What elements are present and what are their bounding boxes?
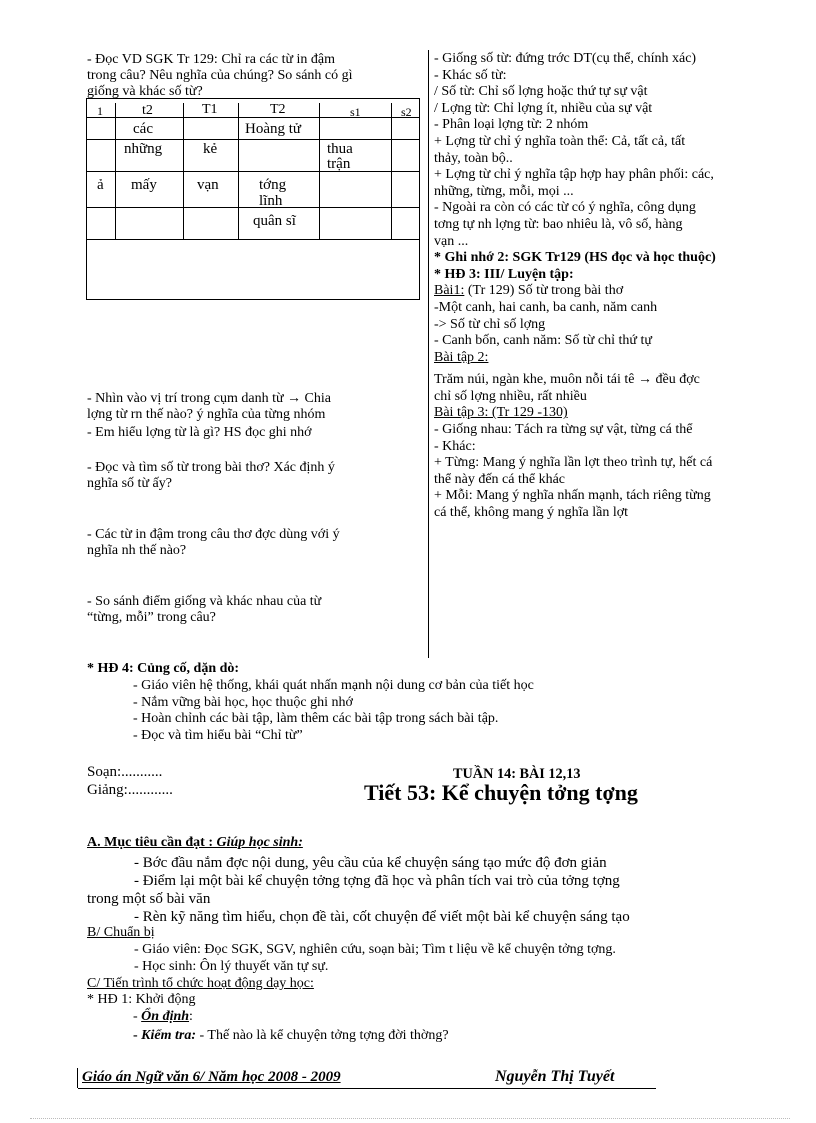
- right-column-notes: - Giống số từ: đứng trớc DT(cụ thể, chính xác) - Khác số từ: / Số từ: Chỉ số lợng hoặc thứ tự sự vật / Lợng từ: Chỉ lợng ít, nhiều của sự vật - Phân loại lợng từ: 2 nhóm + Lợng từ chỉ ý nghĩa toàn thể: Cả, tất cả, tất thảy, toàn bộ.. + Lợng từ chỉ ý nghĩa tập hợp hay phân phối: các, những, từng, mỗi, mọi ... - Ngoài ra còn có các từ có ý nghĩa, công dụng tơng tự nh lợng từ: bao nhiêu là, vô số, hàng vạn ... * Ghi nhớ 2: SGK Tr129 (HS đọc và học thuộc) * HĐ 3: III/ Luyện tập: Bài1: (Tr 129) Số từ trong bài thơ -Một canh, hai canh, ba canh, năm canh -> Số từ chỉ số lợng - Canh bốn, canh năm: Số từ chỉ thứ tự Bài tập 2: Trăm núi, ngàn khe, muôn nỗi tái tê → đều đợc chỉ số lợng nhiều, rất nhiều Bài tập 3: (Tr 129 -130) - Giống nhau: Tách ra từng sự vật, từng cá thể - Khác: + Từng: Mang ý nghĩa lần lợt theo trình tự, hết cá thể này đến cá thể khác + Mỗi: Mang ý nghĩa nhấn mạnh, tách riêng từng cá thể, không mang ý nghĩa lần lợt: [434, 51, 716, 521]
- lesson-title: Tiết 53: Kể chuyện tởng tợng: [364, 780, 638, 805]
- section-b-list: - Giáo viên: Đọc SGK, SGV, nghiên cứu, soạn bài; Tìm t liệu về kể chuyện tởng tợng. - Học sinh: Ôn lý thuyết văn tự sự.: [134, 942, 616, 974]
- footer-author: Nguyễn Thị Tuyết: [495, 1068, 615, 1085]
- table-cell: lĩnh: [259, 193, 283, 209]
- table-cell: tớng: [259, 177, 287, 193]
- table-header: s1: [350, 105, 361, 119]
- table-cell: những: [124, 141, 163, 157]
- soan-label: Soạn:...........: [87, 764, 163, 780]
- section-c-title: C/ Tiến trình tổ chức hoạt động dạy học:: [87, 976, 314, 991]
- section-a-list: - Bớc đầu nắm đợc nội dung, yêu cầu của kể chuyện sáng tạo mức độ đơn giản - Điểm lại một bài kể chuyện tởng tợng đã học và phân tích vai trò của tởng tợng trong một số bài văn - Rèn kỹ năng tìm hiểu, chọn đề tài, cốt chuyện để viết một bài kể chuyện sáng tạo: [87, 855, 630, 925]
- hd4-list: [133, 678, 534, 744]
- section-b-title: B/ Chuẩn bị: [87, 925, 155, 940]
- table-cell: các: [133, 121, 153, 137]
- word-position-table: [86, 98, 420, 300]
- table-cell: Hoàng tử: [245, 121, 302, 137]
- left-question-4: - Đọc và tìm số từ trong bài thơ? Xác định ý nghĩa số từ ấy?: [87, 460, 335, 491]
- kiem-tra: - Kiểm tra: - Thế nào là kể chuyện tởng tợng đời thờng?: [133, 1028, 449, 1043]
- table-header: t2: [142, 103, 153, 118]
- left-question-1: - Đọc VD SGK Tr 129: Chỉ ra các từ in đậm trong câu? Nêu nghĩa của chúng? So sánh có gì giống và khác số từ?: [87, 52, 353, 99]
- table-cell: trận: [327, 156, 351, 172]
- footer-text: Giáo án Ngữ văn 6/ Năm học 2008 - 2009: [82, 1069, 341, 1085]
- left-question-6: - So sánh điểm giống và khác nhau của từ “từng, mỗi” trong câu?: [87, 594, 322, 625]
- list-item: - Đọc và tìm hiểu bài “Chỉ từ”: [133, 727, 303, 743]
- left-question-5: - Các từ in đậm trong câu thơ đợc dùng với ý nghĩa nh thế nào?: [87, 527, 340, 558]
- bai3-label: Bài tập 3: (Tr 129 -130): [434, 405, 568, 421]
- ghi-nho-2: * Ghi nhớ 2: SGK Tr129 (HS đọc và học thuộc): [434, 250, 716, 266]
- hd4-title: * HĐ 4: Củng cố, dặn dò:: [87, 661, 240, 676]
- table-header: s2: [401, 105, 412, 119]
- bai2-label: Bài tập 2:: [434, 349, 489, 365]
- footer-left-bar: [77, 1068, 78, 1088]
- week-label: TUẦN 14: BÀI 12,13: [453, 766, 581, 782]
- page-edge: [30, 1118, 790, 1119]
- table-cell: vạn: [197, 177, 219, 193]
- table-cell: ả: [97, 177, 104, 193]
- giang-label: Giảng:............: [87, 782, 173, 798]
- bai1-label: Bài1:: [434, 283, 465, 299]
- left-question-3: - Em hiểu lợng từ là gì? HS đọc ghi nhớ: [87, 425, 312, 440]
- table-cell: mấy: [131, 177, 157, 193]
- section-a-title: A. Mục tiêu cần đạt : Giúp học sinh:: [87, 835, 303, 850]
- footer-rule: [78, 1088, 656, 1089]
- left-question-2: - Nhìn vào vị trí trong cụm danh từ → Chia lợng từ rn thế nào? ý nghĩa của từng nhóm: [87, 391, 331, 422]
- list-item: - Hoàn chỉnh các bài tập, làm thêm các bài tập trong sách bài tập.: [133, 711, 499, 726]
- list-item: - Nắm vững bài học, học thuộc ghi nhớ: [133, 694, 353, 710]
- table-header: 1: [97, 104, 103, 118]
- column-divider: [428, 50, 429, 658]
- table-cell: kẻ: [203, 141, 218, 157]
- table-cell: quân sĩ: [253, 213, 296, 229]
- list-item: - Giáo viên hệ thống, khái quát nhấn mạnh nội dung cơ bản của tiết học: [133, 678, 534, 693]
- table-header: T2: [270, 102, 286, 117]
- on-dinh: - Ổn định:: [133, 1009, 193, 1024]
- table-header: T1: [202, 102, 218, 117]
- table-cell: thua: [327, 141, 353, 157]
- hd3-title: * HĐ 3: III/ Luyện tập:: [434, 266, 574, 282]
- hd1-title: * HĐ 1: Khởi động: [87, 992, 196, 1007]
